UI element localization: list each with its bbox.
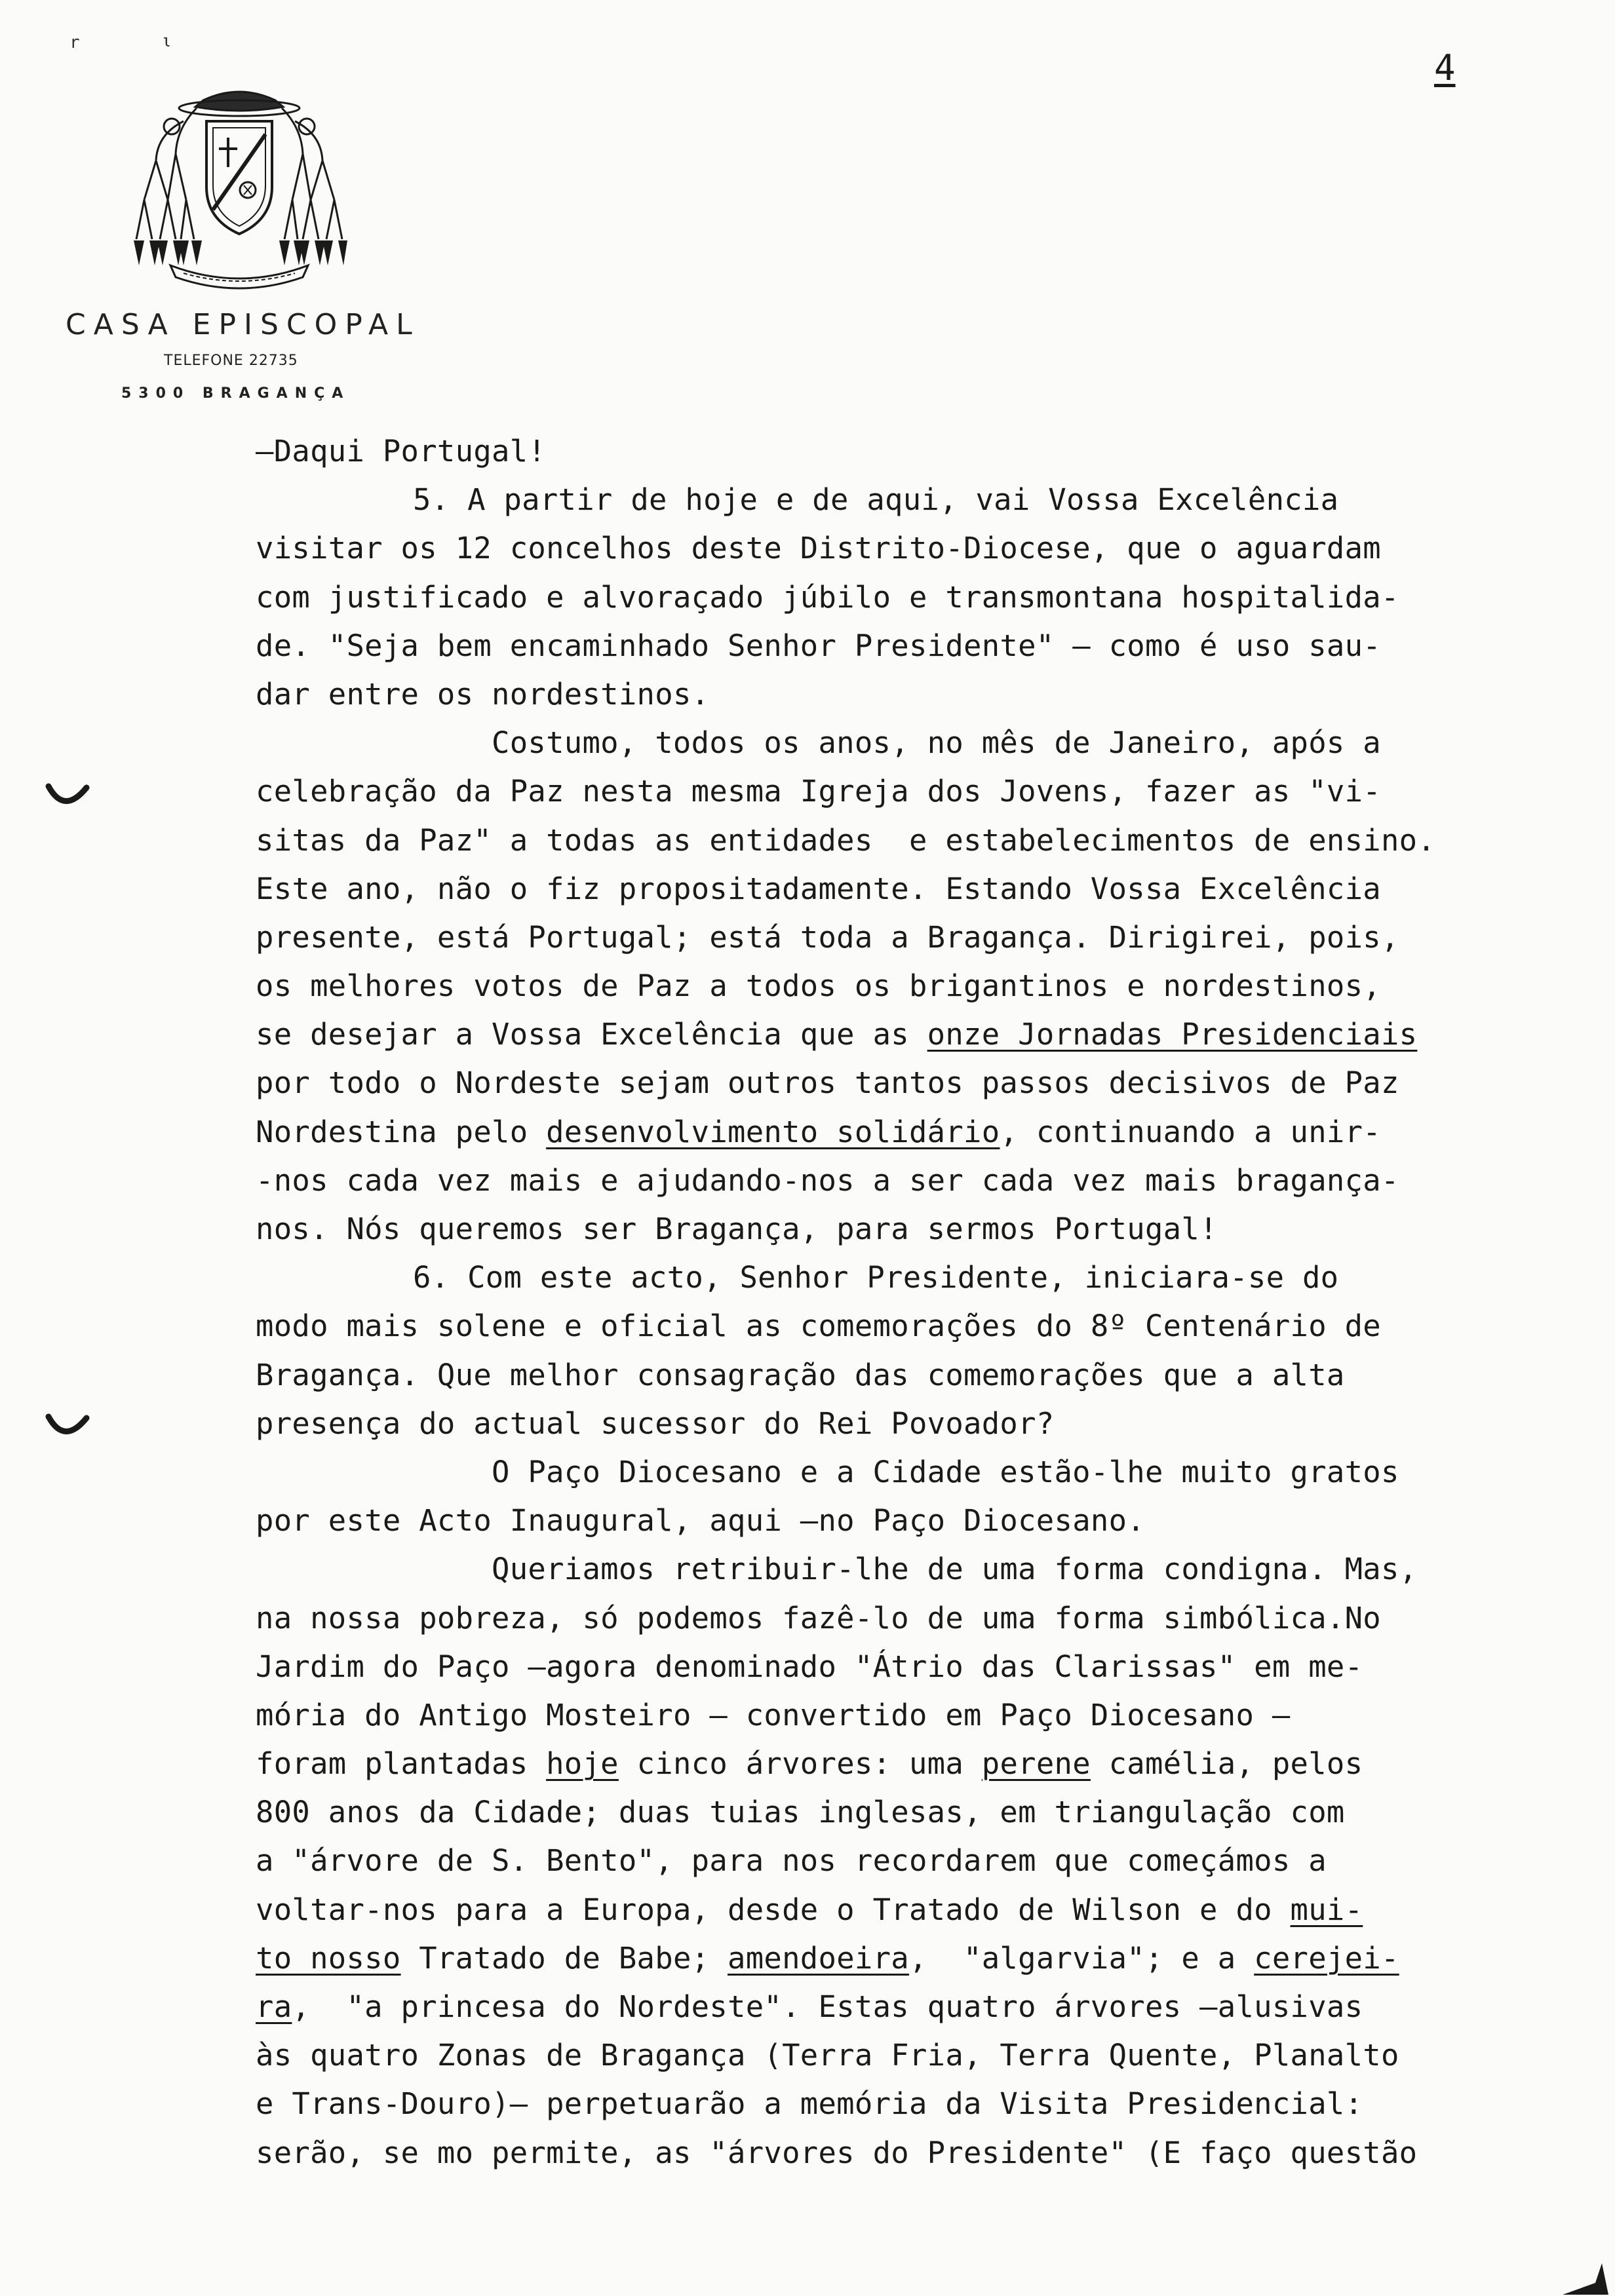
text-line [256, 1545, 1560, 1594]
text-line [256, 962, 1560, 1010]
text-line [256, 1983, 1560, 2031]
text-line [256, 1400, 1560, 1448]
punch-hole-icon [45, 778, 90, 811]
text-segment: Nordestina pelo [256, 1114, 547, 1149]
text-segment: de. "Seja bem encaminhado Senhor Presidente" — como é uso sau- [256, 628, 1381, 663]
text-segment: serão, se mo permite, as "árvores do Presidente" (E faço questão [256, 2135, 1418, 2170]
text-line [256, 1788, 1560, 1837]
text-segment: a "árvore de S. Bento", para nos recordarem que começámos a [256, 1843, 1327, 1879]
text-segment: presente, está Portugal; está toda a Bragança. Dirigirei, pois, [256, 919, 1399, 955]
text-segment: na nossa pobreza, só podemos fazê-lo de uma forma simbólica.No [256, 1600, 1381, 1636]
text-line [256, 476, 1560, 524]
text-segment: cinco árvores: uma [618, 1746, 982, 1782]
text-segment: 800 anos da Cidade; duas tuias inglesas, em triangulação com [256, 1795, 1345, 1830]
text-line [256, 1253, 1560, 1302]
text-line [256, 1448, 1560, 1497]
text-line [256, 1740, 1560, 1788]
text-line [256, 2129, 1560, 2177]
scan-mark-icon [1556, 2237, 1615, 2296]
text-segment: os melhores votos de Paz a todos os brigantinos e nordestinos, [256, 968, 1381, 1004]
text-segment: se desejar a Vossa Excelência que as [256, 1017, 927, 1052]
text-segment: 6. Com este acto, Senhor Presidente, iniciara-se do [413, 1260, 1339, 1295]
underlined-text: desenvolvimento solidário [546, 1114, 1000, 1149]
text-segment: -nos cada vez mais e ajudando-nos a ser cada vez mais bragança- [256, 1162, 1399, 1198]
episcopal-coat-of-arms-icon [131, 69, 347, 292]
text-segment: Este ano, não o fiz propositadamente. Estando Vossa Excelência [256, 871, 1381, 906]
text-line [256, 719, 1560, 767]
text-segment: voltar-nos para a Europa, desde o Tratado de Wilson e do [256, 1892, 1291, 1927]
corner-mark-left: r [69, 33, 80, 52]
underlined-text: ra [256, 1989, 292, 2024]
text-line [256, 1010, 1560, 1059]
text-line [256, 767, 1560, 816]
letterhead-city: 5300 BRAGANÇA [121, 385, 351, 402]
text-line [256, 427, 1560, 476]
text-line [256, 524, 1560, 573]
underlined-text: cerejei- [1254, 1940, 1399, 1976]
text-segment: Tratado de Babe; [400, 1940, 728, 1976]
text-line [256, 1059, 1560, 1107]
corner-mark-right: ι [161, 31, 172, 51]
text-segment: Costumo, todos os anos, no mês de Janeiro, após a [492, 725, 1381, 761]
text-segment: visitar os 12 concelhos deste Distrito-Diocese, que o aguardam [256, 531, 1381, 566]
text-segment: por todo o Nordeste sejam outros tantos passos decisivos de Paz [256, 1065, 1399, 1101]
text-line [256, 1837, 1560, 1885]
text-segment: modo mais solene e oficial as comemorações do 8º Centenário de [256, 1309, 1381, 1344]
text-line [256, 1691, 1560, 1740]
text-segment: camélia, pelos [1090, 1746, 1363, 1782]
text-line [256, 1594, 1560, 1643]
text-segment: Bragança. Que melhor consagração das comemorações que a alta [256, 1357, 1345, 1392]
text-segment: Jardim do Paço —agora denominado "Átrio das Clarissas" em me- [256, 1649, 1363, 1684]
text-line [256, 816, 1560, 865]
punch-hole-icon [45, 1409, 90, 1442]
page-number: 4 [1434, 47, 1456, 88]
text-segment: celebração da Paz nesta mesma Igreja dos Jovens, fazer as "vi- [256, 774, 1381, 809]
text-segment: sitas da Paz" a todas as entidades e estabelecimentos de ensino. [256, 822, 1436, 858]
underlined-text: hoje [546, 1746, 619, 1782]
text-segment: nos. Nós queremos ser Bragança, para sermos Portugal! [256, 1212, 1218, 1246]
text-segment: mória do Antigo Mosteiro — convertido em Paço Diocesano — [256, 1697, 1291, 1732]
text-line [256, 670, 1560, 719]
text-segment: , "a princesa do Nordeste". Estas quatro árvores —alusivas [292, 1989, 1363, 2024]
underlined-text: onze Jornadas Presidenciais [927, 1017, 1418, 1052]
text-line [256, 1934, 1560, 1983]
text-segment: por este Acto Inaugural, aqui —no Paço Diocesano. [256, 1503, 1145, 1539]
text-segment: —Daqui Portugal! [256, 434, 547, 469]
text-segment: dar entre os nordestinos. [256, 676, 710, 712]
text-line [256, 573, 1560, 622]
text-line [256, 2031, 1560, 2080]
text-segment: e Trans-Douro)— perpetuarão a memória da Visita Presidencial: [256, 2086, 1363, 2122]
text-segment: com justificado e alvoraçado júbilo e transmontana hospitalida- [256, 579, 1399, 615]
underlined-text: amendoeira [728, 1940, 909, 1976]
letterhead-title: CASA EPISCOPAL [66, 308, 420, 341]
text-segment: foram plantadas [256, 1746, 547, 1782]
text-line [256, 913, 1560, 962]
text-segment: presença do actual sucessor do Rei Povoador? [256, 1406, 1055, 1441]
text-line [256, 1205, 1560, 1253]
text-segment: , "algarvia"; e a [908, 1940, 1255, 1976]
text-segment: Queriamos retribuir-lhe de uma forma condigna. Mas, [492, 1552, 1418, 1587]
text-line [256, 1497, 1560, 1545]
text-line [256, 1302, 1560, 1350]
text-line [256, 1886, 1560, 1934]
underlined-text: perene [981, 1746, 1091, 1782]
text-segment: às quatro Zonas de Bragança (Terra Fria, Terra Quente, Planalto [256, 2038, 1399, 2073]
text-line [256, 1157, 1560, 1205]
letter-body [256, 427, 1560, 2177]
underlined-text: to nosso [256, 1940, 401, 1976]
text-line [256, 865, 1560, 913]
text-segment: , continuando a unir- [1000, 1114, 1381, 1149]
text-line [256, 2080, 1560, 2128]
text-line [256, 1108, 1560, 1157]
text-line [256, 1351, 1560, 1400]
letterhead-phone: TELEFONE 22735 [164, 353, 298, 369]
underlined-text: mui- [1290, 1892, 1363, 1927]
text-line [256, 622, 1560, 670]
text-segment: O Paço Diocesano e a Cidade estão-lhe muito gratos [492, 1454, 1399, 1489]
text-segment: 5. A partir de hoje e de aqui, vai Vossa Excelência [413, 482, 1339, 518]
text-line [256, 1643, 1560, 1691]
